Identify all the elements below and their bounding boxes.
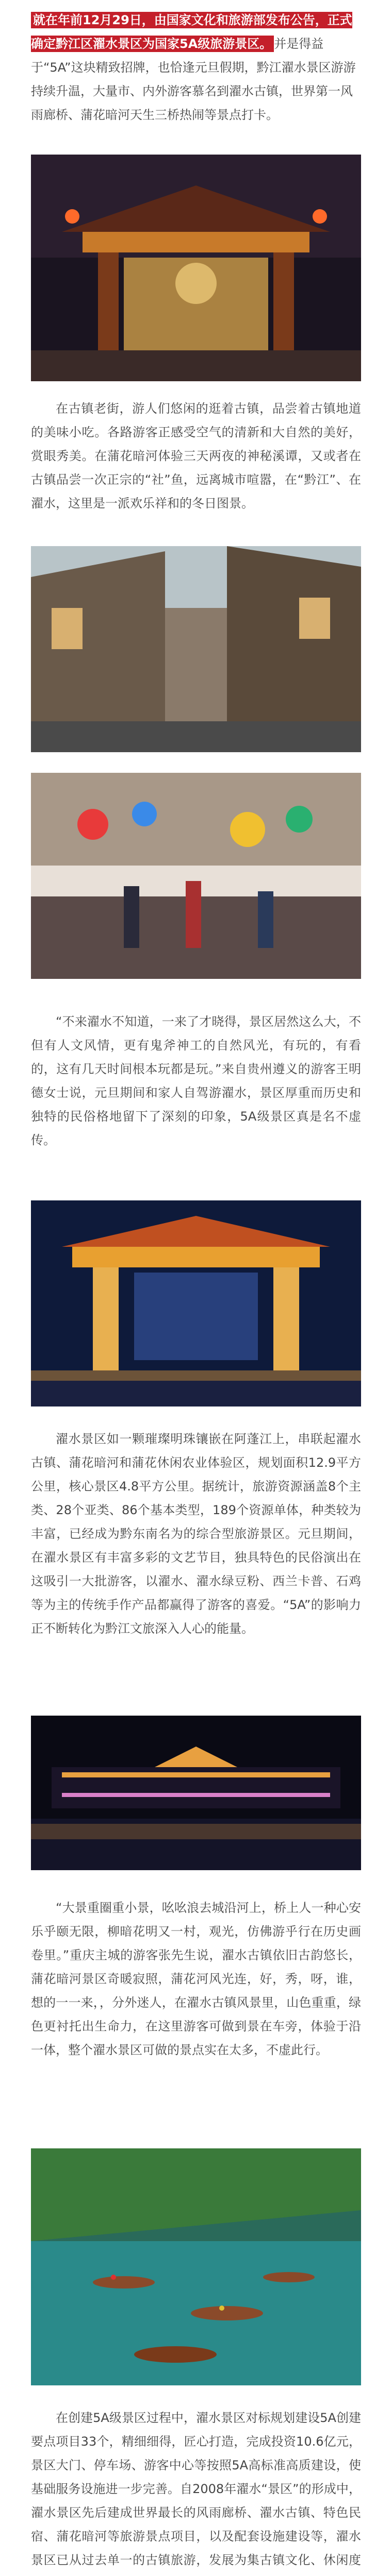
river-boats-photo	[31, 2148, 361, 2385]
paragraph-5: 在创建5A级景区过程中，濯水景区对标规划建设5A创建要点项目33个，精细细得，匠心打造，完成投资10.6亿元，景区大门、停车场、游客中心等按照5A高标准高质建设，使基础服务设施进一步完善。自2008年濯水“景区”的形成中，濯水景区先后建成世界最长的风雨廊桥、濯水古镇、特色民宿、蒲花暗河等旅游景点项目，以及配套设施建设等，濯水景区已从过去单一的古镇旅游，发展为集古镇文化、休闲度	[31, 2411, 361, 2567]
intro-highlight: 就在年前12月29日，由国家文化和旅游部发布公告，正式确定黔江区濯水景区为国家5A级旅游景区。	[31, 13, 352, 51]
paragraph-3: 濯水景区如一颗璀璨明珠镶嵌在阿蓬江上，串联起濯水古镇、蒲花暗河和蒲花休闲农业体验区，规划面积12.9平方公里，核心景区4.8平方公里。据统计，旅游资源涵盖8个主类、28个亚类、86个基本类型，189个资源单体，种类较为丰富，已经成为黔东南名为的综合型旅游景区。元旦期间，在濯水景区有丰富多彩的文艺节目，独具特色的民俗演出在这吸引一大批游客，以濯水、濯水绿豆粉、西兰卡普、石鸡等为主的传统手作产品都赢得了游客的喜爱。“5A”的影响力正不断转化为黔江文旅深入人心的能量。	[31, 1432, 361, 1636]
paragraph-4: “大景重圈重小景，吆吆浪去城沿河上，桥上人一种心安乐乎颐无限，柳暗花明又一村，观光，仿佛游乎行在历史画卷里。”重庆主城的游客张先生说，濯水古镇依旧古韵悠长，蒲花暗河景区奇暖寂照，蒲花河风光连，好，秀，呀，谁，想的一一来，，分外迷人，在濯水古镇风景里，山色重重，绿色更衬托出生命力，在这里游客可做到景在车旁，体验于沿一体，整个濯水景区可做的景点实在太多，不虚此行。	[31, 1901, 361, 2057]
paragraph-2: “不来濯水不知道，一来了才晓得，景区居然这么大，不但有人文风情，更有鬼斧神工的自然风光，有玩的，有看的，这有几天时间根本玩都是玩。”来自贵州遵义的游客王明德女士说，元旦期间和家人自驾游濯水，景区厚重而历史和独特的民俗格地留下了深刻的印象，5A级景区真是名不虚传。	[31, 1014, 361, 1147]
paragraph-1: 在古镇老街，游人们悠闲的逛着古镇，品尝着古镇地道的美味小吃。各路游客正感受空气的清新和大自然的美好，赏眼秀美。在蒲花暗河体验三天两夜的神秘溪谭，又或者在古镇品尝一次正宗的“社”鱼，远离城市喧嚣，在“黔江”、在濯水，这里是一派欢乐祥和的冬日图景。	[31, 401, 361, 511]
intro-text: 并是得益于“5A”这块精致招牌，也恰逢元旦假期，黔江濯水景区游游持续升温，大量市、内外游客慕名到濯水古镇，世界第一风雨廊桥、蒲花暗河天生三桥热闹等景点打卡。	[31, 37, 356, 122]
old-street-buildings-photo	[31, 546, 361, 752]
market-lanterns-street-photo	[31, 773, 361, 979]
ancient-town-gate-night-photo	[31, 155, 361, 381]
intro-paragraph	[31, 8, 361, 127]
town-night-lights-photo	[31, 1716, 361, 1870]
illuminated-archway-night-photo	[31, 1200, 361, 1406]
